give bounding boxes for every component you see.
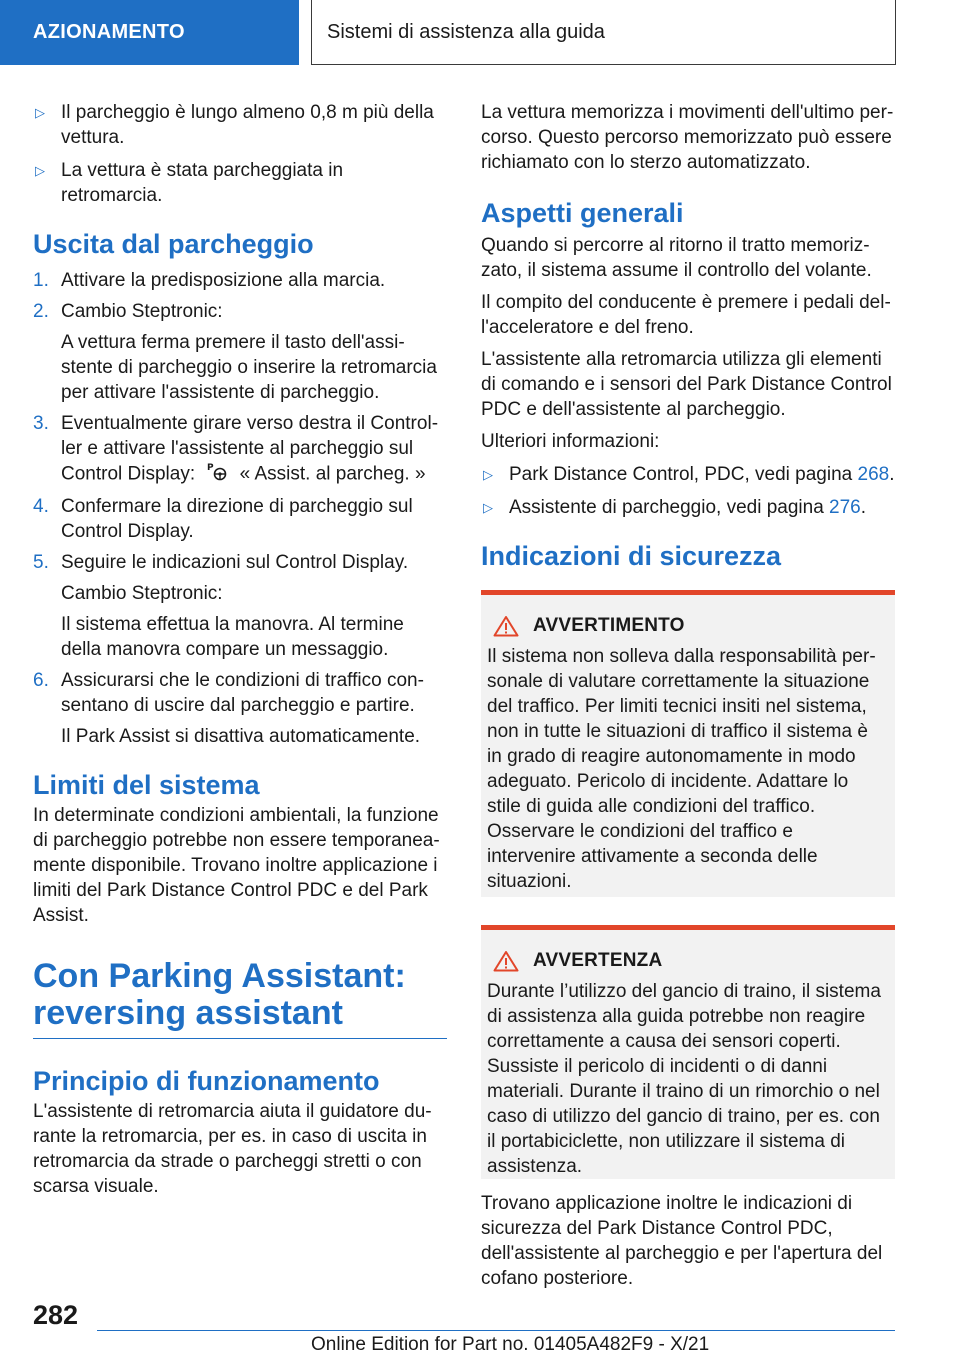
left-column <box>33 100 447 1199</box>
list-item-text: La vettura è stata parcheggiata in retromarcia. <box>61 160 344 206</box>
header-section-label: AZIONAMENTO <box>33 21 185 43</box>
step-text: Confermare la direzione di parcheggio sul Control Display. <box>61 496 413 542</box>
warning-title: AVVERTIMENTO <box>533 615 685 636</box>
limiti-text: In determinate condizioni ambientali, la funzione di parcheggio potrebbe non essere temporaneamente disponibile. Trovano inoltre applicazione i limiti del Park Distance Control PDC e del Park Assist. <box>33 805 440 926</box>
list-item <box>33 100 447 150</box>
page-number: 282 <box>33 1300 79 1330</box>
step-text: Attivare la predisposizione alla marcia. <box>61 270 386 291</box>
warning-triangle-icon <box>493 950 519 972</box>
right-column <box>481 100 895 1291</box>
step-text: Assicurarsi che le condizioni di traffico consentano di uscire dal parcheggio e partire. <box>61 670 424 716</box>
page-link-268[interactable]: 268 <box>857 464 890 485</box>
step-1 <box>33 268 447 293</box>
heading-limiti: Limiti del sistema <box>33 770 260 800</box>
warning-header <box>487 613 885 638</box>
heading-sicurezza: Indicazioni di sicurezza <box>481 541 782 571</box>
header-chapter-box <box>311 0 896 65</box>
warning-text: Il sistema non solleva dalla responsabilità personale di valutare correttamente la situazione del traffico. Per limiti tecnici insiti nel sistema, non in tutte le situazioni di traffico il sistema è in grado di reagire autonomamente in modo adeguato. Pericolo di incidente. Adattare lo stile di guida alle condizioni del traffico. Osservare le condizioni del traffico e intervenire attivamente a seconda delle situazioni. <box>487 646 876 892</box>
heading-principio: Principio di funzionamento <box>33 1066 380 1096</box>
step-number: 2. <box>33 301 49 322</box>
warning-box-avvertenza <box>481 925 895 1179</box>
step-5 <box>33 550 447 575</box>
step-5-detail-2: Il sistema effettua la manovra. Al termine della manovra compare un messaggio. <box>61 614 404 660</box>
aspetti-p3: L'assistente alla retromarcia utilizza gli elementi di comando e i sensori del Park Distance Control PDC e dell'assistente al parcheggio. <box>481 349 892 420</box>
step-4 <box>33 494 447 544</box>
section-title <box>33 958 447 1032</box>
heading-uscita: Uscita dal parcheggio <box>33 229 314 259</box>
footer-rule <box>97 1330 895 1331</box>
warning-text: Durante l’utilizzo del gancio di traino, il sistema di assistenza alla guida potrebbe non reagire correttamente a causa dei sensori coperti. Sussiste il pericolo di incidenti o di danni materiali. Durante il traino di un rimorchio o nel caso di utilizzo del gancio di traino, per es. con il portabiciclette, non utilizzare il sistema di assistenza. <box>487 981 881 1177</box>
heading-aspetti: Aspetti generali <box>481 198 684 228</box>
svg-text:P: P <box>207 463 214 473</box>
bullet-triangle-icon: ▷ <box>483 467 493 482</box>
section-title-line-1: Con Parking Assistant: <box>33 957 406 995</box>
list-item <box>33 158 447 208</box>
ref-text: Assistente di parcheggio, vedi pagina <box>509 497 824 518</box>
header-chapter-label: Sistemi di assistenza alla guida <box>327 20 605 43</box>
list-item <box>481 495 895 520</box>
list-item-text: Assistente di parcheggio, vedi pagina 276. <box>509 497 867 518</box>
list-item-text: Il parcheggio è lungo almeno 0,8 m più della vettura. <box>61 102 434 148</box>
warning-triangle-icon <box>493 615 519 637</box>
list-item-text: Park Distance Control, PDC, vedi pagina 268. <box>509 464 895 485</box>
header-section-tab <box>0 0 299 65</box>
step-3 <box>33 411 447 488</box>
section-title-line-2: reversing assistant <box>33 994 343 1032</box>
step-3-menu-label: « Assist. al parcheg. » <box>239 463 426 485</box>
warning-box-avvertimento <box>481 590 895 897</box>
step-text <box>61 411 447 488</box>
parking-assistant-icon <box>206 461 228 488</box>
bullet-triangle-icon: ▷ <box>35 105 45 120</box>
bullet-triangle-icon: ▷ <box>483 500 493 515</box>
step-6 <box>33 668 447 718</box>
step-text: Cambio Steptronic: <box>61 301 223 322</box>
list-item <box>481 462 895 487</box>
closing-text: Trovano applicazione inoltre le indicazioni di sicurezza del Park Distance Control PDC, dell'assistente al parcheggio e per l'apertura del cofano posteriore. <box>481 1193 883 1289</box>
aspetti-p2: Il compito del conducente è premere i pedali dell'acceleratore e del freno. <box>481 292 891 338</box>
ref-text: Park Distance Control, PDC, vedi pagina <box>509 464 853 485</box>
step-text: Seguire le indicazioni sul Control Display. <box>61 552 409 573</box>
aspetti-p4: Ulteriori informazioni: <box>481 431 660 452</box>
step-2-detail: A vettura ferma premere il tasto dell'assistente di parcheggio o inserire la retromarcia per attivare l'assistente di parcheggio. <box>61 332 437 403</box>
aspetti-p1: Quando si percorre al ritorno il tratto memorizzato, il sistema assume il controllo del volante. <box>481 235 872 281</box>
principio-text: L'assistente di retromarcia aiuta il guidatore durante la retromarcia, per es. in caso di uscita in retromarcia da strade o parcheggi stretti o con scarsa visuale. <box>33 1101 432 1197</box>
step-5-detail-1: Cambio Steptronic: <box>61 583 223 604</box>
bullet-triangle-icon: ▷ <box>35 163 45 178</box>
section-title-rule <box>33 1038 447 1039</box>
page-link-276[interactable]: 276 <box>829 497 861 518</box>
step-number: 1. <box>33 270 49 291</box>
intro-text: La vettura memorizza i movimenti dell'ultimo percorso. Questo percorso memorizzato può essere richiamato con lo sterzo automatizzato. <box>481 102 894 173</box>
step-3-text: Eventualmente girare verso destra il Controller e attivare l'assistente al parcheggio sul Control Display: <box>61 413 439 485</box>
warning-title: AVVERTENZA <box>533 950 663 971</box>
step-number: 4. <box>33 496 49 517</box>
step-2 <box>33 299 447 324</box>
step-6-detail: Il Park Assist si disattiva automaticamente. <box>61 726 421 747</box>
footer-edition: Online Edition for Part no. 01405A482F9 - X/21 <box>311 1334 710 1355</box>
step-number: 5. <box>33 552 49 573</box>
step-number: 3. <box>33 413 49 434</box>
warning-header <box>487 948 885 973</box>
step-number: 6. <box>33 670 49 691</box>
